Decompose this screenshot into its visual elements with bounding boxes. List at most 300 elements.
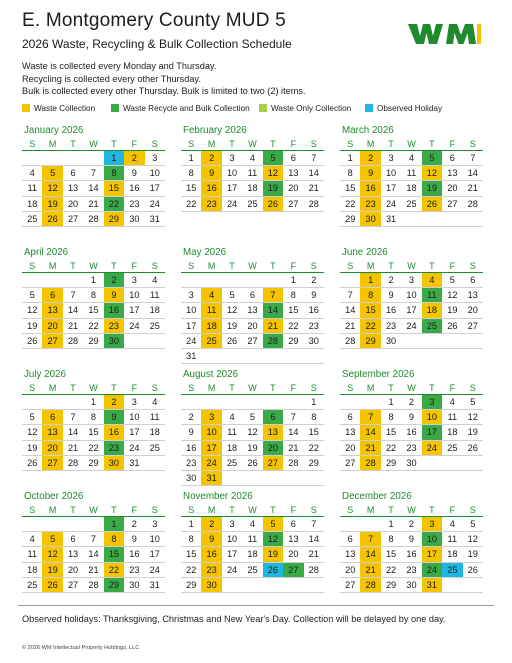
- day-cell: 16: [104, 303, 124, 318]
- week-row: [181, 470, 324, 485]
- day-cell: 28: [263, 333, 283, 348]
- day-cell: 5: [42, 166, 62, 181]
- day-cell: 27: [283, 562, 303, 577]
- day-cell: 15: [181, 181, 201, 196]
- week-row: [181, 532, 324, 547]
- day-cell: 1: [181, 151, 201, 166]
- day-cell: 6: [42, 288, 62, 303]
- day-cell: 27: [63, 577, 83, 592]
- day-cell: 12: [463, 532, 483, 547]
- day-cell: 23: [381, 318, 401, 333]
- weekday-header: T: [263, 260, 283, 273]
- day-cell: 19: [242, 440, 262, 455]
- copyright: © 2026 WM Intellectual Property Holdings, LLC: [22, 645, 140, 651]
- day-cell: 29: [381, 455, 401, 470]
- day-cell: 29: [304, 455, 324, 470]
- weekday-header: S: [181, 504, 201, 517]
- month-title: February 2026: [183, 125, 247, 136]
- day-cell: 22: [360, 318, 380, 333]
- week-row: [340, 532, 483, 547]
- day-cell: 18: [145, 303, 165, 318]
- day-cell: 21: [63, 440, 83, 455]
- day-cell: 6: [340, 532, 360, 547]
- empty-cell: [42, 273, 62, 288]
- day-cell: 17: [124, 425, 144, 440]
- day-cell: 1: [381, 517, 401, 532]
- legend-item-waste: [22, 104, 95, 113]
- day-cell: 1: [304, 395, 324, 410]
- day-cell: 24: [222, 196, 242, 211]
- divider: [18, 605, 494, 606]
- day-cell: 24: [124, 318, 144, 333]
- day-cell: 23: [181, 455, 201, 470]
- day-cell: 20: [442, 181, 462, 196]
- day-cell: 13: [340, 547, 360, 562]
- day-cell: 1: [104, 517, 124, 532]
- day-cell: 30: [201, 577, 221, 592]
- info-line: Bulk is collected every other Thursday. Bulk is limited to two (2) items.: [22, 86, 306, 97]
- day-cell: 30: [401, 455, 421, 470]
- day-cell: 9: [401, 532, 421, 547]
- day-cell: 5: [422, 151, 442, 166]
- day-cell: 2: [104, 273, 124, 288]
- week-row: [181, 410, 324, 425]
- empty-cell: [222, 273, 242, 288]
- week-row: [181, 440, 324, 455]
- day-cell: 7: [360, 532, 380, 547]
- day-cell: 17: [381, 181, 401, 196]
- month-title: March 2026: [342, 125, 394, 136]
- month-grid: [22, 504, 165, 593]
- day-cell: 31: [145, 211, 165, 226]
- day-cell: 18: [145, 425, 165, 440]
- month-title: August 2026: [183, 369, 239, 380]
- day-cell: 30: [381, 333, 401, 348]
- week-row: [340, 181, 483, 196]
- weekday-header: M: [201, 260, 221, 273]
- day-cell: 18: [201, 318, 221, 333]
- day-cell: 27: [42, 455, 62, 470]
- week-row: [340, 517, 483, 532]
- month-title: November 2026: [183, 491, 253, 502]
- day-cell: 24: [422, 440, 442, 455]
- day-cell: 21: [304, 181, 324, 196]
- weekday-header: S: [304, 138, 324, 151]
- day-cell: 7: [283, 410, 303, 425]
- day-cell: 13: [340, 425, 360, 440]
- day-cell: 8: [181, 532, 201, 547]
- empty-cell: [124, 333, 144, 348]
- day-cell: 15: [104, 181, 124, 196]
- day-cell: 24: [401, 318, 421, 333]
- day-cell: 8: [381, 532, 401, 547]
- day-cell: 30: [104, 333, 124, 348]
- day-cell: 30: [181, 470, 201, 485]
- day-cell: 21: [463, 181, 483, 196]
- week-row: [181, 425, 324, 440]
- day-cell: 30: [401, 577, 421, 592]
- week-row: [181, 196, 324, 211]
- empty-cell: [63, 273, 83, 288]
- day-cell: 17: [201, 440, 221, 455]
- day-cell: 20: [340, 562, 360, 577]
- day-cell: 9: [401, 410, 421, 425]
- day-cell: 28: [340, 333, 360, 348]
- day-cell: 19: [463, 547, 483, 562]
- day-cell: 29: [104, 211, 124, 226]
- day-cell: 3: [422, 395, 442, 410]
- day-cell: 11: [422, 288, 442, 303]
- empty-cell: [263, 470, 283, 485]
- day-cell: 8: [381, 410, 401, 425]
- empty-cell: [145, 333, 165, 348]
- weekday-header: M: [42, 382, 62, 395]
- day-cell: 9: [360, 166, 380, 181]
- day-cell: 19: [22, 440, 42, 455]
- week-row: [22, 577, 165, 592]
- weekday-header: W: [83, 260, 103, 273]
- day-cell: 3: [145, 151, 165, 166]
- day-cell: 18: [22, 196, 42, 211]
- day-cell: 4: [145, 395, 165, 410]
- legend-swatch: [259, 104, 267, 112]
- day-cell: 26: [463, 562, 483, 577]
- day-cell: 22: [283, 318, 303, 333]
- day-cell: 20: [283, 547, 303, 562]
- day-cell: 16: [124, 181, 144, 196]
- week-row: [340, 425, 483, 440]
- day-cell: 11: [145, 288, 165, 303]
- day-cell: 27: [42, 333, 62, 348]
- weekday-header: T: [222, 504, 242, 517]
- empty-cell: [340, 395, 360, 410]
- weekday-header: F: [442, 504, 462, 517]
- day-cell: 13: [63, 181, 83, 196]
- day-cell: 29: [381, 577, 401, 592]
- legend-label: Waste Collection: [34, 104, 96, 113]
- day-cell: 1: [83, 273, 103, 288]
- weekday-header: T: [381, 504, 401, 517]
- day-cell: 27: [340, 577, 360, 592]
- day-cell: 23: [104, 440, 124, 455]
- day-cell: 5: [463, 395, 483, 410]
- holiday-footnote: Observed holidays: Thanksgiving, Christmas and New Year's Day. Collection will be delayed by one day.: [22, 614, 446, 624]
- day-cell: 13: [283, 166, 303, 181]
- day-cell: 29: [83, 455, 103, 470]
- day-cell: 1: [104, 151, 124, 166]
- weekday-header: S: [463, 504, 483, 517]
- month-grid: [22, 260, 165, 349]
- day-cell: 5: [463, 517, 483, 532]
- day-cell: 16: [124, 547, 144, 562]
- day-cell: 21: [304, 547, 324, 562]
- day-cell: 2: [181, 410, 201, 425]
- day-cell: 8: [304, 410, 324, 425]
- day-cell: 27: [263, 455, 283, 470]
- day-cell: 11: [145, 410, 165, 425]
- day-cell: 24: [422, 562, 442, 577]
- month-grid: [181, 260, 324, 364]
- month-grid: [340, 382, 483, 471]
- day-cell: 22: [304, 440, 324, 455]
- empty-cell: [83, 151, 103, 166]
- legend-label: Waste Recycle and Bulk Collection: [123, 104, 250, 113]
- day-cell: 25: [401, 196, 421, 211]
- day-cell: 13: [242, 303, 262, 318]
- empty-cell: [181, 273, 201, 288]
- day-cell: 9: [201, 532, 221, 547]
- empty-cell: [242, 348, 262, 363]
- day-cell: 15: [104, 547, 124, 562]
- day-cell: 29: [181, 577, 201, 592]
- day-cell: 23: [124, 196, 144, 211]
- day-cell: 26: [22, 455, 42, 470]
- day-cell: 26: [422, 196, 442, 211]
- day-cell: 6: [442, 151, 462, 166]
- day-cell: 8: [83, 410, 103, 425]
- day-cell: 26: [22, 333, 42, 348]
- month-grid: [22, 138, 165, 227]
- weekday-header: W: [401, 260, 421, 273]
- day-cell: 23: [201, 196, 221, 211]
- empty-cell: [442, 577, 462, 592]
- day-cell: 1: [340, 151, 360, 166]
- empty-cell: [422, 333, 442, 348]
- day-cell: 23: [304, 318, 324, 333]
- month-calendar: [181, 368, 324, 486]
- day-cell: 2: [201, 151, 221, 166]
- day-cell: 10: [381, 166, 401, 181]
- legend-swatch: [22, 104, 30, 112]
- week-row: [22, 532, 165, 547]
- day-cell: 25: [22, 577, 42, 592]
- weekday-header: T: [381, 260, 401, 273]
- day-cell: 2: [360, 151, 380, 166]
- weekday-header: W: [83, 138, 103, 151]
- week-row: [340, 273, 483, 288]
- day-cell: 11: [201, 303, 221, 318]
- week-row: [181, 303, 324, 318]
- day-cell: 18: [22, 562, 42, 577]
- day-cell: 25: [22, 211, 42, 226]
- day-cell: 20: [340, 440, 360, 455]
- month-grid: [181, 382, 324, 486]
- day-cell: 3: [145, 517, 165, 532]
- day-cell: 31: [422, 577, 442, 592]
- day-cell: 28: [63, 455, 83, 470]
- day-cell: 23: [401, 562, 421, 577]
- weekday-header: F: [283, 260, 303, 273]
- empty-cell: [263, 577, 283, 592]
- day-cell: 7: [340, 288, 360, 303]
- day-cell: 17: [222, 547, 242, 562]
- week-row: [340, 196, 483, 211]
- weekday-header: W: [83, 382, 103, 395]
- weekday-header: S: [340, 138, 360, 151]
- empty-cell: [63, 395, 83, 410]
- day-cell: 13: [42, 303, 62, 318]
- month-calendar: [340, 124, 483, 227]
- weekday-header: S: [181, 138, 201, 151]
- month-grid: [340, 260, 483, 349]
- day-cell: 23: [360, 196, 380, 211]
- day-cell: 20: [463, 303, 483, 318]
- day-cell: 21: [63, 318, 83, 333]
- day-cell: 22: [104, 196, 124, 211]
- empty-cell: [201, 395, 221, 410]
- day-cell: 3: [124, 395, 144, 410]
- month-grid: [181, 138, 324, 212]
- week-row: [22, 211, 165, 226]
- day-cell: 29: [104, 577, 124, 592]
- week-row: [181, 577, 324, 592]
- empty-cell: [242, 470, 262, 485]
- day-cell: 17: [124, 303, 144, 318]
- weekday-header: F: [124, 260, 144, 273]
- day-cell: 29: [340, 211, 360, 226]
- day-cell: 15: [381, 425, 401, 440]
- day-cell: 22: [181, 562, 201, 577]
- wm-logo: [408, 22, 490, 46]
- week-row: [22, 410, 165, 425]
- week-row: [22, 303, 165, 318]
- day-cell: 28: [463, 196, 483, 211]
- day-cell: 4: [422, 273, 442, 288]
- empty-cell: [422, 455, 442, 470]
- month-title: September 2026: [342, 369, 415, 380]
- weekday-header: S: [340, 382, 360, 395]
- weekday-header: T: [104, 504, 124, 517]
- legend-swatch: [111, 104, 119, 112]
- weekday-header: T: [381, 138, 401, 151]
- day-cell: 8: [283, 288, 303, 303]
- weekday-header: W: [83, 504, 103, 517]
- month-calendar: [181, 490, 324, 593]
- day-cell: 26: [42, 577, 62, 592]
- weekday-header: T: [104, 382, 124, 395]
- weekday-header: F: [283, 504, 303, 517]
- day-cell: 5: [263, 517, 283, 532]
- day-cell: 31: [381, 211, 401, 226]
- day-cell: 20: [263, 440, 283, 455]
- day-cell: 13: [263, 425, 283, 440]
- day-cell: 15: [340, 181, 360, 196]
- day-cell: 25: [201, 333, 221, 348]
- day-cell: 15: [381, 547, 401, 562]
- month-grid: [340, 504, 483, 593]
- day-cell: 17: [422, 425, 442, 440]
- day-cell: 6: [263, 410, 283, 425]
- week-row: [22, 440, 165, 455]
- week-row: [22, 166, 165, 181]
- day-cell: 14: [63, 303, 83, 318]
- week-row: [340, 318, 483, 333]
- day-cell: 8: [181, 166, 201, 181]
- empty-cell: [442, 211, 462, 226]
- day-cell: 9: [381, 288, 401, 303]
- week-row: [181, 333, 324, 348]
- weekday-header: M: [360, 138, 380, 151]
- day-cell: 2: [304, 273, 324, 288]
- month-title: May 2026: [183, 247, 227, 258]
- day-cell: 11: [442, 410, 462, 425]
- weekday-header: T: [63, 382, 83, 395]
- collection-info: [22, 60, 306, 98]
- empty-cell: [42, 395, 62, 410]
- day-cell: 17: [222, 181, 242, 196]
- weekday-header: S: [22, 260, 42, 273]
- day-cell: 16: [360, 181, 380, 196]
- week-row: [340, 562, 483, 577]
- day-cell: 16: [181, 440, 201, 455]
- day-cell: 5: [263, 151, 283, 166]
- weekday-header: S: [145, 504, 165, 517]
- day-cell: 16: [201, 181, 221, 196]
- week-row: [340, 166, 483, 181]
- day-cell: 4: [22, 532, 42, 547]
- day-cell: 20: [42, 440, 62, 455]
- day-cell: 11: [242, 166, 262, 181]
- day-cell: 24: [222, 562, 242, 577]
- weekday-header: F: [442, 260, 462, 273]
- weekday-header: W: [242, 504, 262, 517]
- day-cell: 14: [83, 547, 103, 562]
- weekday-header: F: [442, 382, 462, 395]
- day-cell: 28: [304, 562, 324, 577]
- day-cell: 19: [263, 181, 283, 196]
- day-cell: 12: [263, 532, 283, 547]
- day-cell: 8: [83, 288, 103, 303]
- day-cell: 15: [181, 547, 201, 562]
- month-title: July 2026: [24, 369, 66, 380]
- empty-cell: [283, 348, 303, 363]
- day-cell: 28: [360, 577, 380, 592]
- weekday-header: M: [201, 138, 221, 151]
- day-cell: 3: [181, 288, 201, 303]
- day-cell: 15: [83, 425, 103, 440]
- day-cell: 10: [181, 303, 201, 318]
- day-cell: 17: [145, 181, 165, 196]
- empty-cell: [222, 395, 242, 410]
- day-cell: 7: [83, 532, 103, 547]
- day-cell: 22: [83, 318, 103, 333]
- weekday-header: T: [263, 382, 283, 395]
- weekday-header: S: [22, 382, 42, 395]
- weekday-header: F: [124, 382, 144, 395]
- day-cell: 10: [222, 532, 242, 547]
- weekday-header: S: [463, 382, 483, 395]
- day-cell: 2: [401, 395, 421, 410]
- day-cell: 9: [104, 288, 124, 303]
- day-cell: 11: [222, 425, 242, 440]
- week-row: [22, 455, 165, 470]
- weekday-header: W: [242, 382, 262, 395]
- month-calendar: [340, 246, 483, 349]
- day-cell: 4: [242, 517, 262, 532]
- day-cell: 8: [360, 288, 380, 303]
- legend-item-holiday: [365, 104, 442, 113]
- empty-cell: [401, 211, 421, 226]
- week-row: [22, 425, 165, 440]
- day-cell: 28: [283, 455, 303, 470]
- weekday-header: F: [442, 138, 462, 151]
- empty-cell: [463, 333, 483, 348]
- day-cell: 18: [242, 547, 262, 562]
- day-cell: 30: [124, 577, 144, 592]
- day-cell: 5: [442, 273, 462, 288]
- month-calendar: [340, 490, 483, 593]
- day-cell: 25: [242, 196, 262, 211]
